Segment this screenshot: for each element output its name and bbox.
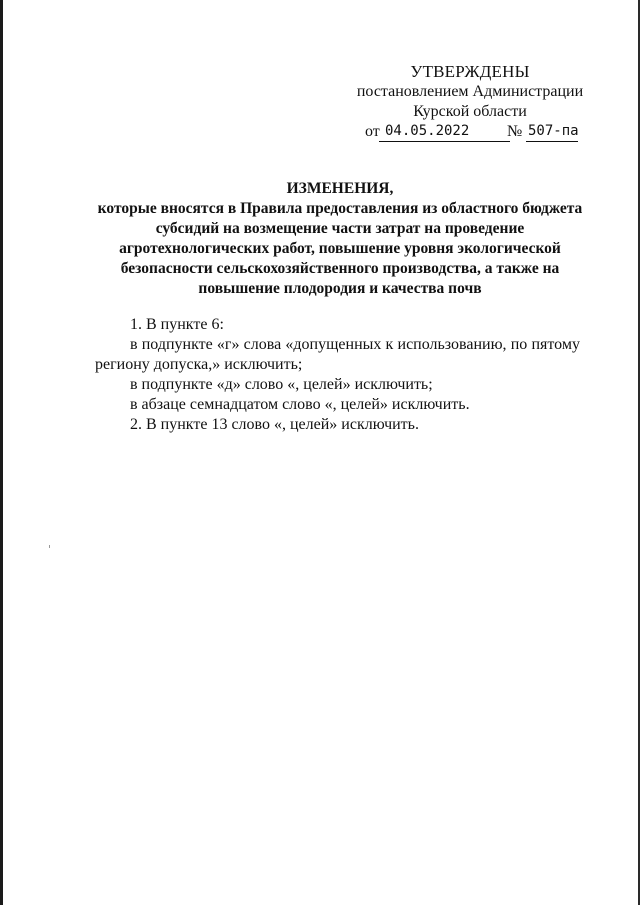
scan-edge-left (0, 0, 3, 905)
heading-line-3: субсидий на возмещение части затрат на проведение (155, 220, 525, 237)
paragraph-3: в подпункте «д» слово «, целей» исключить; (130, 376, 433, 393)
heading-line-1: ИЗМЕНЕНИЯ, (286, 180, 394, 197)
heading-line-5: безопасности сельскохозяйственного производства, а также на (120, 260, 560, 277)
paragraph-1: 1. В пункте 6: (130, 316, 224, 333)
number-label: № (507, 123, 523, 140)
approval-title: УТВЕРЖДЕНЫ (410, 62, 530, 81)
heading-line-2: которые вносятся в Правила предоставления из областного бюджета (97, 200, 583, 217)
paragraph-4: в абзаце семнадцатом слово «, целей» исключить. (130, 396, 470, 413)
approval-date: 04.05.2022 (379, 122, 510, 142)
paragraph-2: в подпункте «г» слова «допущенных к использованию, по пятому регионy допуска,» исключить; (95, 336, 580, 373)
paragraph-5: 2. В пункте 13 слово «, целей» исключить. (130, 416, 419, 433)
approval-line-2: Курской области (413, 103, 527, 120)
approval-block (355, 62, 585, 142)
date-label: от (365, 123, 380, 140)
approval-number: 507-па (526, 122, 578, 142)
scan-speck (49, 545, 50, 548)
heading-line-4: агротехнологических работ, повышение уровня экологической (119, 240, 561, 257)
document-heading (80, 179, 600, 299)
approval-line-1: постановлением Администрации (356, 83, 584, 100)
approval-sign-row (355, 122, 585, 142)
document-body (95, 315, 580, 435)
heading-line-6: повышение плодородия и качества почв (198, 280, 482, 297)
